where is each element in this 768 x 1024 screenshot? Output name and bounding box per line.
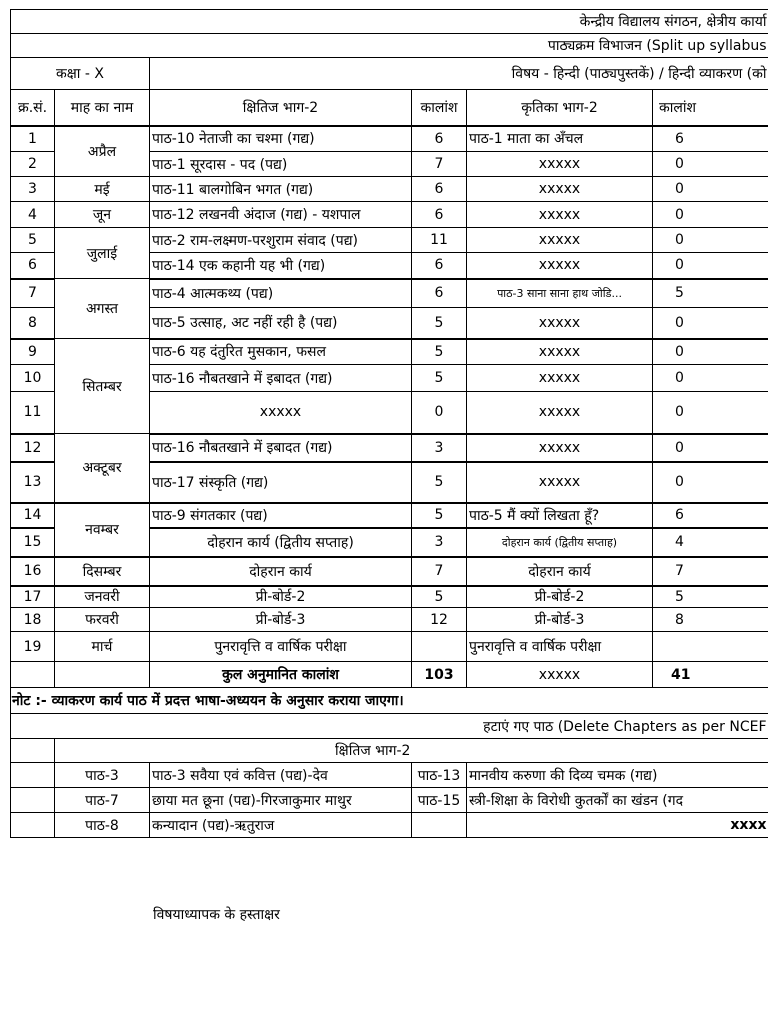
periods2-cell: 0 [653, 339, 768, 365]
sno-cell: 13 [11, 462, 55, 503]
sno-cell: 12 [11, 434, 55, 462]
book1-cell: प्री-बोर्ड-2 [150, 586, 412, 608]
book1-cell: पाठ-5 उत्साह, अट नहीं रही है (पद्य) [150, 308, 412, 339]
deleted-code2: पाठ-15 [412, 788, 467, 813]
sno-cell: 14 [11, 503, 55, 528]
sno-cell: 3 [11, 177, 55, 202]
sno-cell: 6 [11, 253, 55, 279]
periods2-cell: 6 [653, 126, 768, 152]
book1-cell: पाठ-16 नौबतखाने में इबादत (गद्य) [150, 365, 412, 392]
sno-cell: 5 [11, 228, 55, 253]
book2-cell: xxxxx [467, 228, 653, 253]
periods2-cell: 7 [653, 557, 768, 586]
col-periods2: कालांश [653, 90, 768, 126]
periods2-cell: 0 [653, 462, 768, 503]
month-august: अगस्त [55, 279, 150, 339]
periods2-cell: 0 [653, 365, 768, 392]
note-text: नोट :- व्याकरण कार्य पाठ में प्रदत्त भाषा-अध्ययन के अनुसार कराया जाएगा। [11, 688, 768, 714]
col-book2: कृतिका भाग-2 [467, 90, 653, 126]
split-syllabus-title: पाठ्यक्रम विभाजन (Split up syllabus [11, 34, 768, 58]
periods1-cell: 3 [412, 528, 467, 557]
teacher-signature-label: विषयाध्यापक के हस्ताक्षर [153, 907, 280, 923]
deleted-book-title: क्षितिज भाग-2 [55, 739, 768, 763]
periods2-cell: 0 [653, 177, 768, 202]
deleted-chapter2: स्त्री-शिक्षा के विरोधी कुतर्कों का खंडन (गद [467, 788, 768, 813]
sno-cell: 9 [11, 339, 55, 365]
sno-cell: 17 [11, 586, 55, 608]
month-april: अप्रैल [55, 126, 150, 177]
table-row [11, 228, 768, 253]
book1-cell: पाठ-17 संस्कृति (गद्य) [150, 462, 412, 503]
month-june: जून [55, 202, 150, 228]
total-book2: xxxxx [467, 662, 653, 688]
book2-cell: xxxxx [467, 152, 653, 177]
book1-cell: पाठ-2 राम-लक्ष्मण-परशुराम संवाद (पद्य) [150, 228, 412, 253]
month-february: फरवरी [55, 608, 150, 632]
periods1-cell: 11 [412, 228, 467, 253]
sno-cell: 18 [11, 608, 55, 632]
book2-cell: xxxxx [467, 253, 653, 279]
periods1-cell [412, 632, 467, 662]
periods1-cell: 7 [412, 557, 467, 586]
book1-cell: पुनरावृत्ति व वार्षिक परीक्षा [150, 632, 412, 662]
sno-cell: 16 [11, 557, 55, 586]
deleted-code2 [412, 813, 467, 838]
deleted-chapter: पाठ-3 सवैया एवं कवित्त (पद्य)-देव [150, 763, 412, 788]
periods1-cell: 5 [412, 308, 467, 339]
periods1-cell: 5 [412, 339, 467, 365]
periods2-cell [653, 632, 768, 662]
book2-cell: xxxxx [467, 392, 653, 434]
col-month: माह का नाम [55, 90, 150, 126]
deleted-chapters-title: हटाएं गए पाठ (Delete Chapters as per NCEF [11, 714, 768, 739]
sno-cell: 10 [11, 365, 55, 392]
periods2-cell: 0 [653, 253, 768, 279]
periods1-cell: 3 [412, 434, 467, 462]
deleted-row [11, 763, 768, 788]
subject-label: विषय - हिन्दी (पाठ्यपुस्तकें) / हिन्दी व्याकरण (को [150, 58, 768, 90]
sno-cell: 1 [11, 126, 55, 152]
table-row [11, 339, 768, 365]
class-label: कक्षा - X [11, 58, 150, 90]
table-row [11, 202, 768, 228]
book1-cell: दोहरान कार्य [150, 557, 412, 586]
book1-cell: पाठ-10 नेताजी का चश्मा (गद्य) [150, 126, 412, 152]
table-row [11, 503, 768, 528]
month-october: अक्टूबर [55, 434, 150, 503]
table-row [11, 126, 768, 152]
periods1-cell: 5 [412, 503, 467, 528]
deleted-code: पाठ-7 [55, 788, 150, 813]
book2-cell: पाठ-1 माता का अँचल [467, 126, 653, 152]
sno-cell: 19 [11, 632, 55, 662]
periods2-cell: 6 [653, 503, 768, 528]
sno-cell: 4 [11, 202, 55, 228]
periods1-cell: 6 [412, 253, 467, 279]
total-label: कुल अनुमानित कालांश [150, 662, 412, 688]
periods1-cell: 5 [412, 586, 467, 608]
deleted-code: पाठ-8 [55, 813, 150, 838]
sno-cell: 8 [11, 308, 55, 339]
book2-cell: xxxxx [467, 308, 653, 339]
deleted-row [11, 813, 768, 838]
book2-cell: xxxxx [467, 434, 653, 462]
book1-cell: पाठ-4 आत्मकथ्य (पद्य) [150, 279, 412, 308]
book2-cell: पुनरावृत्ति व वार्षिक परीक्षा [467, 632, 653, 662]
periods2-cell: 4 [653, 528, 768, 557]
table-row [11, 586, 768, 608]
deleted-code2: पाठ-13 [412, 763, 467, 788]
total-row [11, 662, 768, 688]
col-book1: क्षितिज भाग-2 [150, 90, 412, 126]
col-periods1: कालांश [412, 90, 467, 126]
book1-cell: पाठ-16 नौबतखाने में इबादत (गद्य) [150, 434, 412, 462]
month-december: दिसम्बर [55, 557, 150, 586]
book2-cell: प्री-बोर्ड-2 [467, 586, 653, 608]
sno-cell: 15 [11, 528, 55, 557]
periods2-cell: 0 [653, 434, 768, 462]
deleted-code: पाठ-3 [55, 763, 150, 788]
book1-cell: पाठ-14 एक कहानी यह भी (गद्य) [150, 253, 412, 279]
periods1-cell: 6 [412, 279, 467, 308]
book2-cell: xxxxx [467, 202, 653, 228]
book1-cell: पाठ-9 संगतकार (पद्य) [150, 503, 412, 528]
sno-cell: 11 [11, 392, 55, 434]
col-sno: क्र.सं. [11, 90, 55, 126]
book2-cell: xxxxx [467, 339, 653, 365]
book1-cell: पाठ-11 बालगोबिन भगत (गद्य) [150, 177, 412, 202]
month-march: मार्च [55, 632, 150, 662]
periods1-cell: 5 [412, 462, 467, 503]
book1-cell: xxxxx [150, 392, 412, 434]
book1-cell: पाठ-6 यह दंतुरित मुसकान, फसल [150, 339, 412, 365]
syllabus-table [10, 9, 768, 838]
deleted-chapter2: xxxx [467, 813, 768, 838]
table-row [11, 608, 768, 632]
periods1-cell: 0 [412, 392, 467, 434]
book2-cell: पाठ-3 साना साना हाथ जोडि... [467, 279, 653, 308]
table-row [11, 557, 768, 586]
org-title: केन्द्रीय विद्यालय संगठन, क्षेत्रीय कार्या [11, 10, 768, 34]
book1-cell: पाठ-1 सूरदास - पद (पद्य) [150, 152, 412, 177]
periods1-cell: 6 [412, 202, 467, 228]
periods2-cell: 8 [653, 608, 768, 632]
month-may: मई [55, 177, 150, 202]
book1-cell: दोहरान कार्य (द्वितीय सप्ताह) [150, 528, 412, 557]
deleted-chapter2: मानवीय करुणा की दिव्य चमक (गद्य) [467, 763, 768, 788]
book2-cell: पाठ-5 मैं क्यों लिखता हूँ? [467, 503, 653, 528]
month-january: जनवरी [55, 586, 150, 608]
book2-cell: प्री-बोर्ड-3 [467, 608, 653, 632]
book2-cell: दोहरान कार्य [467, 557, 653, 586]
periods1-cell: 12 [412, 608, 467, 632]
total-periods1: 103 [412, 662, 467, 688]
table-row [11, 279, 768, 308]
sno-cell: 7 [11, 279, 55, 308]
table-row [11, 434, 768, 462]
book1-cell: पाठ-12 लखनवी अंदाज (गद्य) - यशपाल [150, 202, 412, 228]
table-row [11, 177, 768, 202]
book2-cell: xxxxx [467, 177, 653, 202]
deleted-chapter: छाया मत छूना (पद्य)-गिरजाकुमार माथुर [150, 788, 412, 813]
sno-cell: 2 [11, 152, 55, 177]
book2-cell: दोहरान कार्य (द्वितीय सप्ताह) [467, 528, 653, 557]
periods2-cell: 0 [653, 202, 768, 228]
periods2-cell: 0 [653, 152, 768, 177]
month-september: सितम्बर [55, 339, 150, 434]
deleted-chapter: कन्यादान (पद्य)-ऋतुराज [150, 813, 412, 838]
book2-cell: xxxxx [467, 462, 653, 503]
table-row [11, 632, 768, 662]
month-november: नवम्बर [55, 503, 150, 557]
periods2-cell: 0 [653, 228, 768, 253]
book1-cell: प्री-बोर्ड-3 [150, 608, 412, 632]
periods2-cell: 5 [653, 586, 768, 608]
periods1-cell: 6 [412, 177, 467, 202]
periods2-cell: 0 [653, 308, 768, 339]
periods2-cell: 0 [653, 392, 768, 434]
book2-cell: xxxxx [467, 365, 653, 392]
total-periods2: 41 [653, 662, 768, 688]
periods2-cell: 5 [653, 279, 768, 308]
periods1-cell: 6 [412, 126, 467, 152]
periods1-cell: 5 [412, 365, 467, 392]
deleted-row [11, 788, 768, 813]
month-july: जुलाई [55, 228, 150, 279]
periods1-cell: 7 [412, 152, 467, 177]
